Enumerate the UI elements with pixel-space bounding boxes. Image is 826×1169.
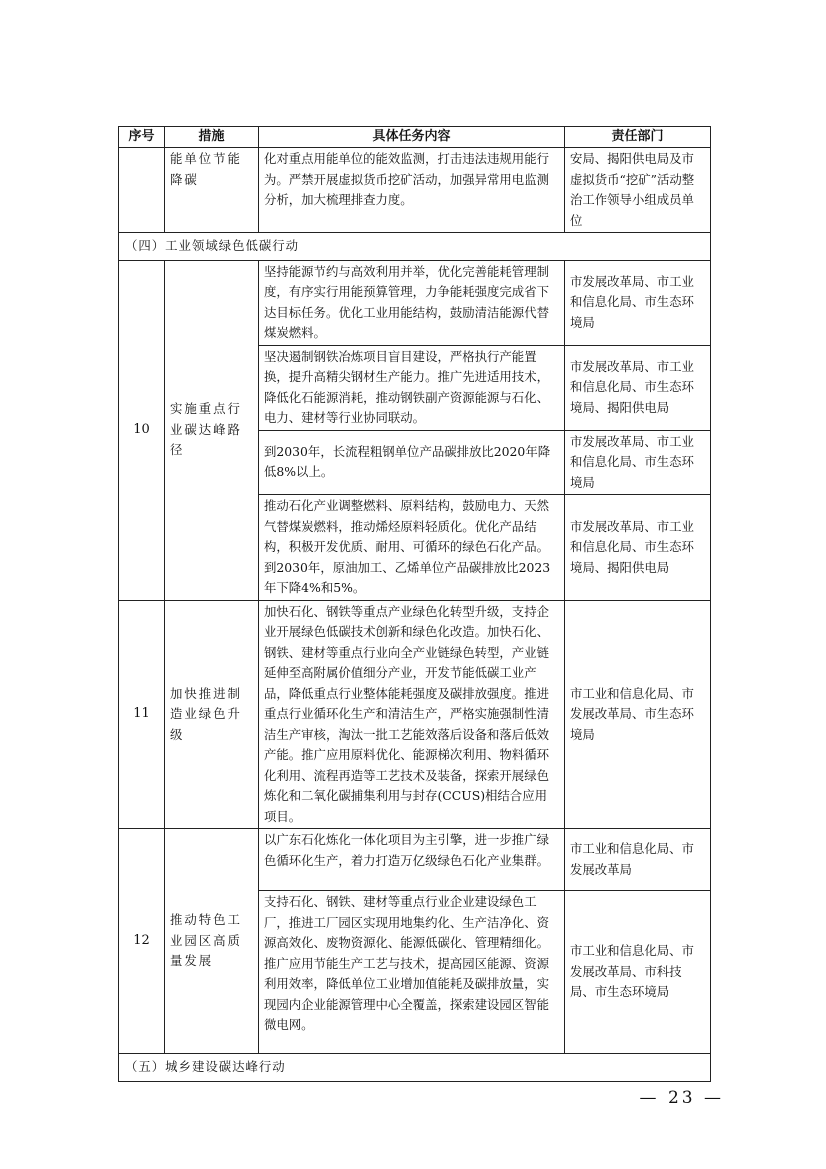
- task-table: [118, 126, 711, 1082]
- section-heading: （四）工业领域绿色低碳行动: [119, 233, 711, 261]
- section-row: [119, 1054, 711, 1082]
- dept-cell: 市工业和信息化局、市发展改革局、市科技局、市生态环境局: [565, 891, 711, 1054]
- table-row: [119, 600, 711, 829]
- seq-cell: 10: [119, 260, 165, 600]
- table-row: [119, 148, 711, 233]
- content-cell: 以广东石化炼化一体化项目为主引擎，进一步推广绿色循环化生产，着力打造万亿级绿色石化产业集群。: [259, 829, 565, 891]
- content-cell: 推动石化产业调整燃料、原料结构，鼓励电力、天然气替煤炭燃料，推动烯烃原料轻质化。优化产品结构，积极开发优质、耐用、可循环的绿色石化产品。到2030年，原油加工、乙烯单位产品碳排放比2023年下降4%和5%。: [259, 495, 565, 601]
- table-row: [119, 260, 711, 345]
- header-dept: 责任部门: [565, 127, 711, 148]
- dept-cell: 市发展改革局、市工业和信息化局、市生态环境局、揭阳供电局: [565, 345, 711, 430]
- content-cell: 坚决遏制钢铁冶炼项目盲目建设，严格执行产能置换，提升高精尖钢材生产能力。推广先进适用技术，降低化石能源消耗，推动钢铁副产资源能源与石化、电力、建材等行业协同联动。: [259, 345, 565, 430]
- dept-cell: 市发展改革局、市工业和信息化局、市生态环境局: [565, 260, 711, 345]
- seq-cell: 12: [119, 829, 165, 1054]
- measure-cell: 推动特色工业园区高质量发展: [165, 829, 259, 1054]
- dept-cell: 市工业和信息化局、市发展改革局: [565, 829, 711, 891]
- content-cell: 加快石化、钢铁等重点产业绿色化转型升级，支持企业开展绿色低碳技术创新和绿色化改造。加快石化、钢铁、建材等重点行业向全产业链绿色转型，产业链延伸至高附属价值细分产业，开发节能低碳工业产品，降低重点行业整体能耗强度及碳排放强度。推进重点行业循环化生产和清洁生产，严格实施强制性清洁生产审核，淘汰一批工艺能效落后设备和落后低效产能。推广应用原料优化、能源梯次利用、物料循环化利用、流程再造等工艺技术及装备，探索开展绿色炼化和二氧化碳捕集利用与封存(CCUS)相结合应用项目。: [259, 600, 565, 829]
- seq-cell: [119, 148, 165, 233]
- dept-cell: 市发展改革局、市工业和信息化局、市生态环境局: [565, 430, 711, 495]
- measure-cell: 加快推进制造业绿色升级: [165, 600, 259, 829]
- page-number: — 23 —: [639, 1088, 724, 1108]
- content-cell: 坚持能源节约与高效利用并举，优化完善能耗管理制度，有序实行用能预算管理，力争能耗强度完成省下达目标任务。优化工业用能结构，鼓励清洁能源代替煤炭燃料。: [259, 260, 565, 345]
- dept-cell: 市发展改革局、市工业和信息化局、市生态环境局、揭阳供电局: [565, 495, 711, 601]
- table-header-row: [119, 127, 711, 148]
- measure-cell: 实施重点行业碳达峰路径: [165, 260, 259, 600]
- table-row: [119, 829, 711, 891]
- dept-cell: 安局、揭阳供电局及市虚拟货币“挖矿”活动整治工作领导小组成员单位: [565, 148, 711, 233]
- content-cell: 支持石化、钢铁、建材等重点行业企业建设绿色工厂，推进工厂园区实现用地集约化、生产洁净化、资源高效化、废物资源化、能源低碳化、管理精细化。推广应用节能生产工艺与技术，提高园区能源、资源利用效率，降低单位工业增加值能耗及碳排放量，实现园内企业能源管理中心全覆盖，探索建设园区智能微电网。: [259, 891, 565, 1054]
- header-content: 具体任务内容: [259, 127, 565, 148]
- content-cell: 到2030年，长流程粗钢单位产品碳排放比2020年降低8%以上。: [259, 430, 565, 495]
- dept-cell: 市工业和信息化局、市发展改革局、市生态环境局: [565, 600, 711, 829]
- header-seq: 序号: [119, 127, 165, 148]
- measure-cell: 能单位节能降碳: [165, 148, 259, 233]
- section-heading: （五）城乡建设碳达峰行动: [119, 1054, 711, 1082]
- seq-cell: 11: [119, 600, 165, 829]
- header-measure: 措施: [165, 127, 259, 148]
- content-cell: 化对重点用能单位的能效监测，打击违法违规用能行为。严禁开展虚拟货币挖矿活动，加强异常用电监测分析，加大梳理排查力度。: [259, 148, 565, 233]
- section-row: [119, 233, 711, 261]
